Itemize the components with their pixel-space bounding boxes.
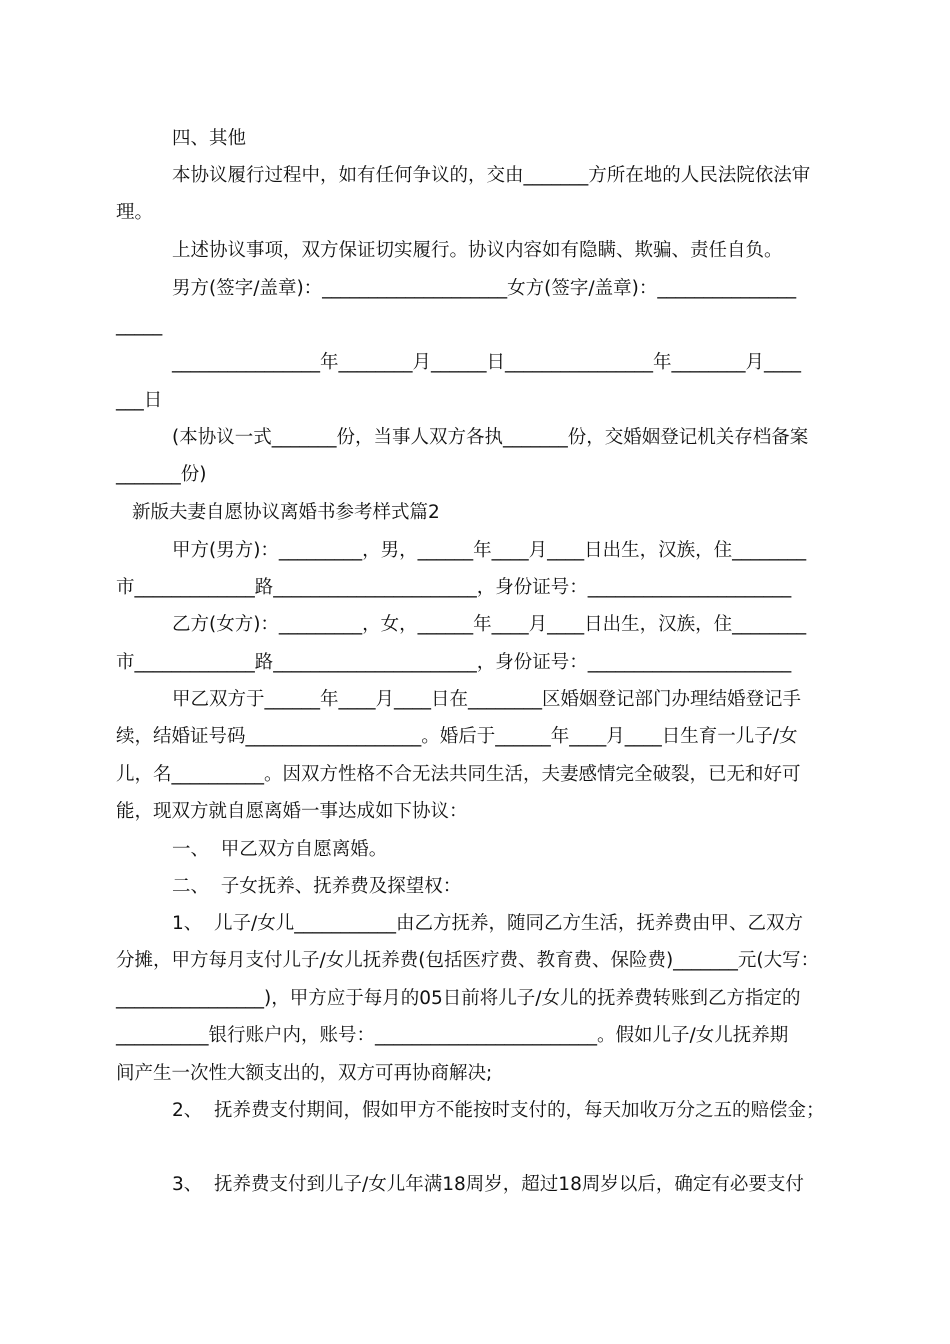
document-title: 新版夫妻自愿协议离婚书参考样式篇2: [132, 502, 440, 523]
marriage-paragraph-line: 儿，名__________。因双方性格不合无法共同生活，夫妻感情完全破裂，已无和好可: [116, 764, 801, 785]
marriage-paragraph-line: 能，现双方就自愿离婚一事达成如下协议：: [116, 801, 468, 822]
subclause-3-line: 3、 抚养费支付到儿子/女儿年满18周岁，超过18周岁以后，确定有必要支付: [172, 1174, 804, 1195]
subclause-1-line: ________________)，甲方应于每月的05日前将儿子/女儿的抚养费转账到乙方指定的: [116, 988, 801, 1009]
subclause-1-line: __________银行账户内，账号：________________________。假如儿子/女儿抚养期: [116, 1025, 789, 1046]
party-a-line: 甲方(男方)：_________，男，______年____月____日出生，汉族，住________: [172, 540, 807, 561]
paragraph-line: 上述协议事项，双方保证切实履行。协议内容如有隐瞒、欺骗、责任自负。: [172, 240, 783, 261]
subclause-1-line: 分摊，甲方每月支付儿子/女儿抚养费(包括医疗费、教育费、保险费)_______元(大写：: [116, 950, 820, 971]
copies-note-cont: _______份): [116, 464, 207, 485]
copies-note: (本协议一式_______份，当事人双方各执_______份，交婚姻登记机关存档备案: [172, 427, 809, 448]
marriage-paragraph-line: 甲乙双方于______年____月____日在________区婚姻登记部门办理结婚登记手: [172, 689, 802, 710]
date-line-cont: ___日: [116, 390, 163, 411]
clause-1-heading: 一、 甲乙双方自愿离婚。: [172, 839, 388, 860]
subclause-1-line: 1、 儿子/女儿___________由乙方抚养，随同乙方生活，抚养费由甲、乙双方: [172, 913, 804, 934]
party-b-line: 乙方(女方)：_________，女，______年____月____日出生，汉族，住________: [172, 614, 807, 635]
signature-line: 男方(签字/盖章)：____________________女方(签字/盖章)：_______________: [172, 278, 797, 299]
party-b-address-line: 市_____________路______________________，身份证号：______________________: [116, 652, 792, 673]
paragraph-line: 理。: [116, 202, 154, 223]
party-a-address-line: 市_____________路______________________，身份证号：______________________: [116, 577, 792, 598]
marriage-paragraph-line: 续，结婚证号码___________________。婚后于______年____月____日生育一儿子/女: [116, 726, 798, 747]
clause-2-heading: 二、 子女抚养、抚养费及探望权：: [172, 876, 462, 897]
signature-line-cont: _____: [116, 315, 163, 336]
date-line: ________________年________月______日________________年________月____: [172, 352, 802, 373]
section-heading-other: 四、其他: [172, 128, 247, 149]
paragraph-line: 本协议履行过程中，如有任何争议的，交由_______方所在地的人民法院依法审: [172, 165, 811, 186]
subclause-1-line: 间产生一次性大额支出的，双方可再协商解决;: [116, 1063, 493, 1084]
subclause-2-line: 2、 抚养费支付期间，假如甲方不能按时支付的，每天加收万分之五的赔偿金；: [172, 1100, 825, 1121]
